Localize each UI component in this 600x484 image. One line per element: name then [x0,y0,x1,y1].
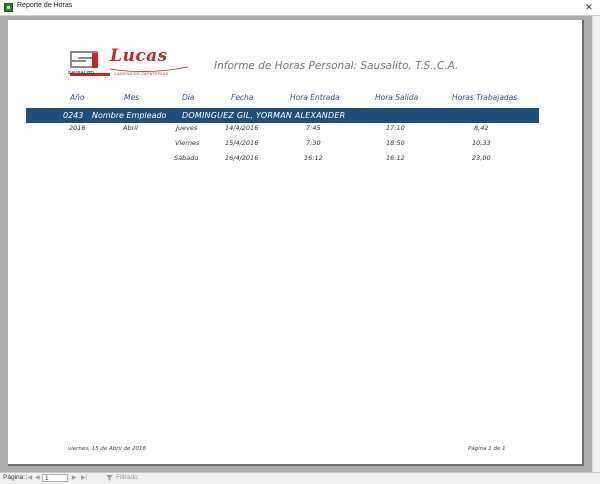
filter-status[interactable]: Filtrado [116,474,138,481]
row-day: Jueves [176,124,198,132]
employee-code: 0243 [63,111,84,120]
company-logo [68,46,192,82]
group-month: Abril [123,124,138,132]
footer-page-number: Página 1 de 1 [468,446,506,452]
page-number-input[interactable]: 1 [42,474,68,482]
row-time-in: 16:12 [304,154,323,162]
row-day: Viernes [175,139,200,147]
column-header-date: Fecha [231,93,254,102]
row-time-out: 16:12 [386,154,405,162]
vertical-scrollbar[interactable] [592,16,600,472]
column-header-time-out: Hora Salida [375,93,419,102]
row-time-in: 7:30 [306,139,321,147]
title-bar [0,0,600,16]
row-date: 14/4/2016 [225,124,259,132]
first-page-button[interactable]: |◀ [26,475,33,481]
previous-page-button[interactable]: ◀ [35,475,40,481]
logo-subtitle: CADENA DE ZAPATERIAS [114,71,169,76]
column-header-year: Año [70,93,85,102]
employee-name: DOMINGUEZ GIL, YORMAN ALEXANDER [182,111,346,120]
report-page [8,20,584,466]
row-day: Sábado [174,154,199,162]
column-header-hours-worked: Horas Trabajadas [452,93,518,102]
record-navigation-bar [0,472,600,484]
employee-name-label: Nombre Empleado [92,111,167,120]
employee-header-band [26,108,539,123]
column-header-month: Mes [124,93,139,102]
row-hours: 23,00 [472,154,491,162]
group-year: 2016 [69,124,86,132]
column-header-time-in: Hora Entrada [290,93,340,102]
footer-date: viernes, 15 de Abril de 2016 [68,446,146,452]
row-date: 16/4/2016 [225,154,259,162]
last-page-button[interactable]: ▶| [81,475,88,481]
filter-icon[interactable] [106,475,113,481]
column-header-day: Día [182,93,195,102]
row-time-in: 7:45 [306,124,321,132]
access-app-icon [4,3,13,12]
logo-brand-text: Lucas [110,46,168,66]
row-hours: 8,42 [474,124,489,132]
page-label: Página: [3,474,26,481]
row-hours: 10,33 [472,139,491,147]
row-time-out: 17:10 [386,124,405,132]
report-title: Informe de Horas Personal: Sausalito, T.S.,C.A. [214,60,459,72]
report-viewer [0,16,600,472]
row-date: 15/4/2016 [225,139,259,147]
logo-small-text: SAUSALITO [68,70,94,75]
row-time-out: 18:50 [386,139,405,147]
window-title: Reporte de Horas [17,2,73,9]
close-button[interactable]: ✕ [585,2,593,12]
next-page-button[interactable]: ▶ [72,475,77,481]
